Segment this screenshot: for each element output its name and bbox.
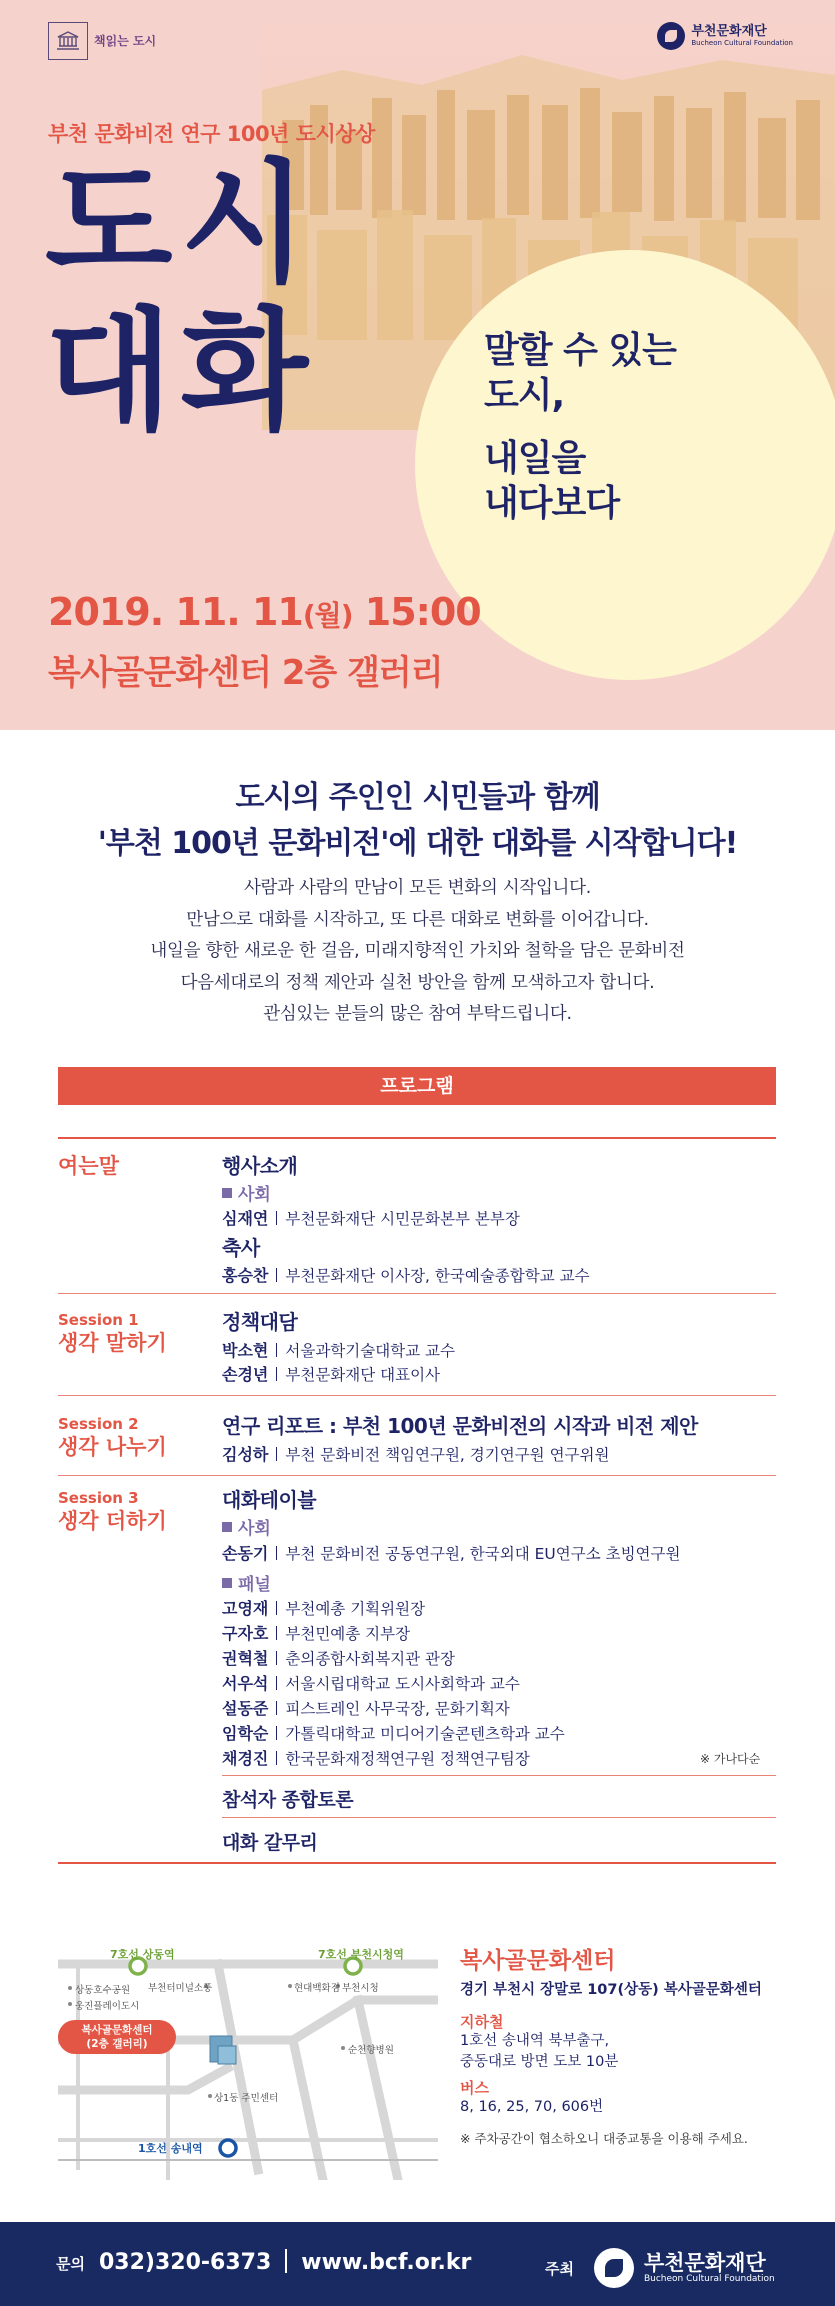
- intro-line: 만남으로 대화를 시작하고, 또 다른 대화로 변화를 이어갑니다.: [186, 909, 649, 930]
- hero-title-line2: 대화: [45, 295, 317, 449]
- hero-subtitle: 부천 문화비전 연구 100년 도시상상: [48, 122, 375, 146]
- station-bottom: 1호선 송내역: [138, 2142, 203, 2155]
- unesco-logo-icon: [48, 22, 88, 60]
- session3-mc: 손동기 부천 문화비전 공동연구원, 한국외대 EU연구소 초빙연구원: [222, 1544, 681, 1563]
- session3-title: 대화테이블: [222, 1488, 317, 1512]
- landmark-label: 부천터미널소풍: [148, 1983, 213, 1994]
- landmark-label: 상1동 주민센터: [214, 2093, 279, 2104]
- square-bullet-icon: [222, 1522, 232, 1532]
- landmark-label: 순천향병원: [348, 2045, 394, 2056]
- landmark-label: 현대백화점: [294, 1983, 340, 1994]
- session3-discussion: 참석자 종합토론: [222, 1789, 354, 1811]
- session2-label: Session 2 생각 나누기: [58, 1415, 167, 1459]
- divider: [58, 1137, 776, 1139]
- square-bullet-icon: [222, 1188, 232, 1198]
- intro-body: [0, 873, 835, 1031]
- session1-person: 박소현 서울과학기술대학교 교수: [222, 1341, 456, 1360]
- website-link[interactable]: www.bcf.or.kr: [301, 2250, 472, 2275]
- tagline-line1: 말할 수 있는: [484, 330, 676, 371]
- event-venue: 복사골문화센터 2층 갤러리: [48, 653, 443, 693]
- intro-line: 내일을 향한 새로운 한 걸음, 미래지향적인 가치와 철학을 담은 문화비전: [150, 941, 685, 961]
- intro-heading-line2: '부천 100년 문화비전'에 대한 대화를 시작합니다!: [97, 826, 738, 861]
- event-datetime: [48, 590, 481, 634]
- bus-info: 8, 16, 25, 70, 606번: [460, 2099, 604, 2115]
- divider: [58, 1395, 776, 1396]
- bus-heading: 버스: [460, 2079, 489, 2097]
- divider: [222, 1817, 776, 1818]
- parking-note: ※ 주차공간이 협소하오니 대중교통을 이용해 주세요.: [460, 2131, 748, 2146]
- hero-tagline: [484, 328, 676, 526]
- intro-line: 다음세대로의 정책 제안과 실천 방안을 함께 모색하고자 합니다.: [180, 972, 655, 993]
- divider: [58, 1293, 776, 1294]
- host-label: 주최: [545, 2259, 574, 2278]
- map-roads-icon: [58, 1940, 438, 2180]
- landmark-label: 상동호수공원: [75, 1985, 131, 1996]
- hero-title: [45, 147, 317, 449]
- location-map: [58, 1940, 438, 2180]
- contact-phone[interactable]: 032)320-6373: [98, 2250, 272, 2275]
- landmark-label: 부천시청: [342, 1983, 379, 1994]
- tagline-line3: 내일을: [484, 438, 586, 479]
- opening-label: 여는말: [58, 1154, 119, 1178]
- panel-member: 설동준 피스트레인 사무국장, 문화기획자: [222, 1699, 510, 1718]
- program-header: 프로그램: [58, 1067, 776, 1105]
- divider: [58, 1862, 776, 1864]
- host-name-en: Bucheon Cultural Foundation: [643, 2274, 775, 2284]
- subway-info: 1호선 송내역 북부출구, 중동대로 방면 도보 10분: [460, 2033, 619, 2070]
- panel-member: 임학순 가톨릭대학교 미디어기술콘텐츠학과 교수: [222, 1724, 565, 1743]
- event-day: (월): [302, 599, 353, 632]
- footer-contact: [56, 2249, 471, 2275]
- bcf-logo-name: 부천문화재단: [691, 24, 767, 39]
- session1-person: 손경년 부천문화재단 대표이사: [222, 1365, 441, 1384]
- venue-title: 복사골문화센터: [460, 1948, 616, 1974]
- book-city-label: 책읽는 도시: [94, 33, 157, 48]
- session1-title: 정책대담: [222, 1310, 298, 1334]
- landmark-label: 웅진플레이도시: [75, 2001, 140, 2012]
- session3-label: Session 3 생각 더하기: [58, 1489, 167, 1533]
- tagline-line2: 도시,: [484, 375, 565, 416]
- intro-line: 관심있는 분들의 많은 참여 부탁드립니다.: [263, 1004, 572, 1024]
- book-city-logo: [48, 22, 156, 60]
- intro-heading: [0, 775, 835, 867]
- venue-address: 경기 부천시 장말로 107(상동) 복사골문화센터: [460, 1982, 762, 1998]
- host-name: 부천문화재단: [643, 2251, 766, 2275]
- tagline-line4: 내다보다: [484, 483, 620, 524]
- intro-heading-line1: 도시의 주인인 시민들과 함께: [235, 780, 600, 815]
- opening-mc-role: 사회: [222, 1180, 271, 1205]
- footer: [0, 2222, 835, 2306]
- station-top-right: 7호선 부천시청역: [318, 1948, 404, 1961]
- session3-mc-role: 사회: [222, 1514, 271, 1539]
- opening-mc: 심재연 부천문화재단 시민문화본부 본부장: [222, 1209, 520, 1228]
- event-time: 15:00: [364, 590, 481, 634]
- closing-title: 대화 갈무리: [222, 1832, 318, 1854]
- bcf-logo-icon: [657, 22, 685, 50]
- station-top-left: 7호선 상동역: [110, 1948, 175, 1961]
- bcf-footer-logo-icon: [594, 2248, 634, 2288]
- intro-line: 사람과 사람의 만남이 모든 변화의 시작입니다.: [243, 878, 592, 898]
- session2-title: 연구 리포트 : 부천 100년 문화비전의 시작과 비전 제안: [222, 1414, 698, 1438]
- session2-person: 김성하 부천 문화비전 책임연구원, 경기연구원 연구위원: [222, 1445, 610, 1464]
- panel-member: 구자호 부천민예총 지부장: [222, 1624, 411, 1643]
- panel-order-note: ※ 가나다순: [700, 1752, 761, 1766]
- venue-marker: 복사골문화센터 (2층 갤러리): [58, 2020, 176, 2054]
- event-date: 2019. 11. 11: [48, 590, 303, 634]
- building-icon: [210, 2036, 236, 2064]
- panel-member: 권혁철 춘의종합사회복지관 관장: [222, 1649, 456, 1668]
- session3-panel-role: 패널: [222, 1570, 271, 1595]
- contact-label: 문의: [56, 2255, 85, 2273]
- footer-host: [545, 2248, 775, 2288]
- panel-member: 서우석 서울시립대학교 도시사회학과 교수: [222, 1674, 520, 1693]
- panel-member: 채경진 한국문화재정책연구원 정책연구팀장: [222, 1749, 530, 1768]
- station-marker-icon: [220, 2140, 236, 2156]
- square-bullet-icon: [222, 1578, 232, 1588]
- opening-speech-title: 축사: [222, 1236, 260, 1260]
- hero-section: [0, 0, 835, 730]
- hero-title-line1: 도시: [45, 147, 317, 301]
- opening-intro-title: 행사소개: [222, 1154, 298, 1178]
- panel-member: 고영재 부천예총 기획위원장: [222, 1599, 426, 1618]
- subway-heading: 지하철: [460, 2013, 504, 2031]
- divider: [222, 1775, 776, 1776]
- bcf-logo-en: Bucheon Cultural Foundation: [691, 39, 793, 47]
- bcf-logo: [657, 22, 793, 50]
- session1-label: Session 1 생각 말하기: [58, 1311, 167, 1355]
- divider: [58, 1475, 776, 1476]
- opening-speech-person: 홍승찬 부천문화재단 이사장, 한국예술종합학교 교수: [222, 1266, 590, 1285]
